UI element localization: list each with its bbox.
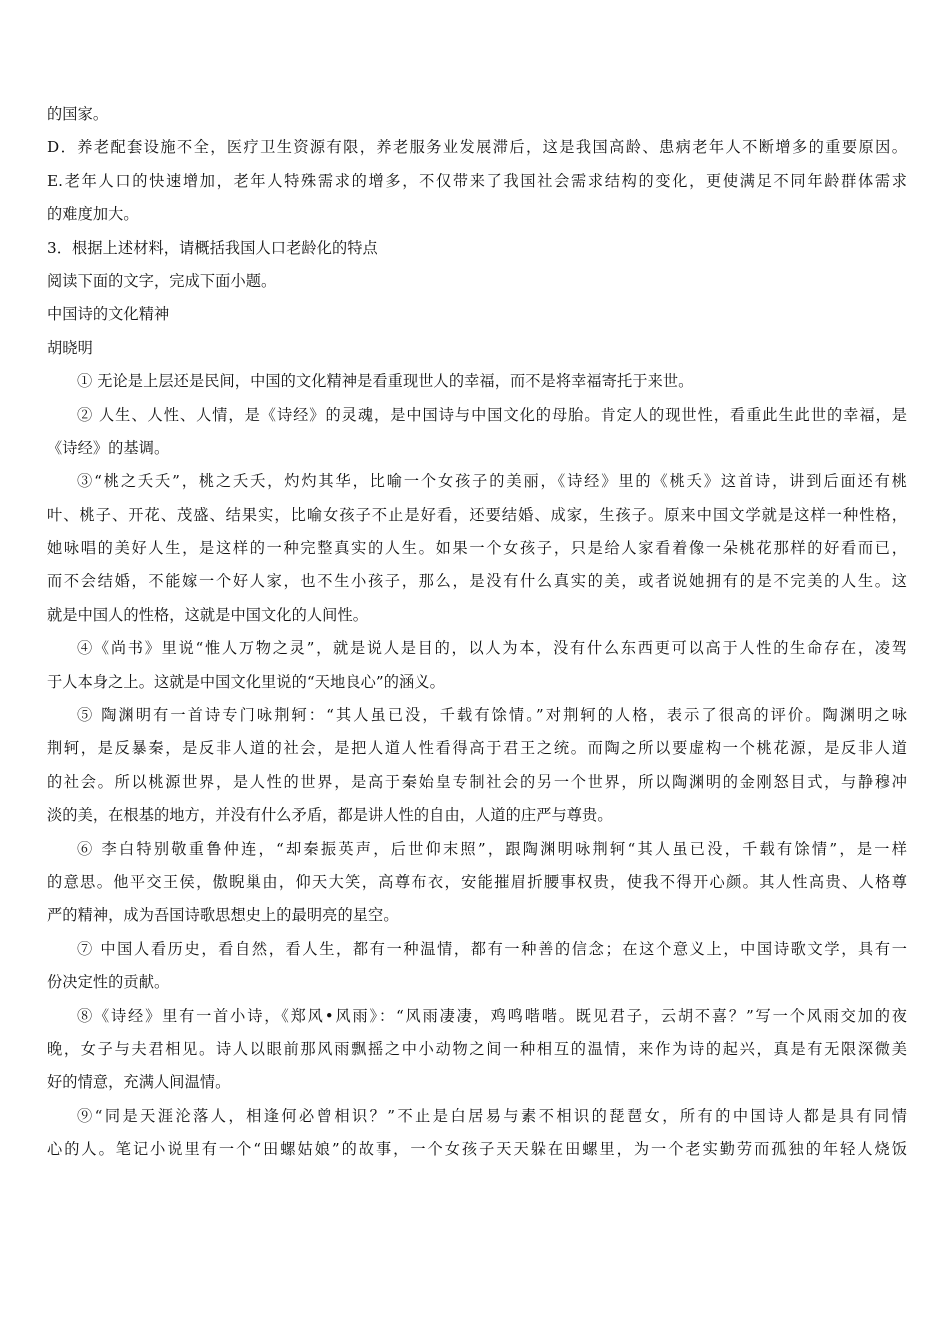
paragraph-3: [47, 465, 907, 632]
paragraph-1: [47, 365, 907, 398]
paragraph-line: ① 无论是上层还是民间，中国的文化精神是看重现世人的幸福，而不是将幸福寄托于来世。: [77, 372, 694, 391]
reading-instruction: 阅读下面的文字，完成下面小题。: [47, 271, 277, 290]
paragraph-line: 心的人。笔记小说里有一个“田螺姑娘”的故事，一个女孩子天天躲在田螺里，为一个老实勤劳而孤独的年轻人烧饭: [47, 1140, 907, 1159]
option-d: D．养老配套设施不全，医疗卫生资源有限，养老服务业发展滞后，这是我国高龄、患病老年人不断增多的重要原因。: [47, 138, 907, 157]
option-c-continuation: 的国家。: [47, 105, 109, 123]
paragraph-5: [47, 699, 907, 833]
paragraph-line: 就是中国人的性格，这就是中国文化的人间性。: [47, 605, 369, 624]
paragraph-9: [47, 1100, 907, 1167]
paragraph-line: ② 人生、人性、人情，是《诗经》的灵魂，是中国诗与中国文化的母胎。肯定人的现世性，看重此生此世的幸福，是: [77, 405, 907, 424]
paragraph-2: [47, 399, 907, 466]
paragraph-4: [47, 632, 907, 699]
paragraph-line: 淡的美，在根基的地方，并没有什么矛盾，都是讲人性的自由，人道的庄严与尊贵。: [47, 806, 613, 825]
document-page: [47, 98, 907, 1167]
paragraph-line: 严的精神，成为吾国诗歌思想史上的最明亮的星空。: [47, 906, 399, 925]
paragraph-6: [47, 833, 907, 933]
paragraph-7: [47, 933, 907, 1000]
paragraph-line: ⑥ 李白特别敬重鲁仲连，“却秦振英声，后世仰末照”，跟陶渊明咏荆轲“其人虽已没，千载有馀情”，是一样: [77, 839, 907, 858]
paragraph-line: ⑦ 中国人看历史，看自然，看人生，都有一种温情，都有一种善的信念；在这个意义上，中国诗歌文学，具有一: [77, 939, 907, 958]
paragraph-8: [47, 1000, 907, 1100]
paragraph-line: 的社会。所以桃源世界，是人性的世界，是高于秦始皇专制社会的另一个世界，所以陶渊明的金刚怒目式，与静穆冲: [47, 772, 907, 791]
paragraph-line: 而不会结婚，不能嫁一个好人家，也不生小孩子，那么，是没有什么真实的美，或者说她拥有的是不完美的人生。这: [47, 572, 907, 591]
paragraph-line: 好的情意，充满人间温情。: [47, 1073, 231, 1092]
paragraph-line: ③“桃之夭夭”，桃之夭夭，灼灼其华，比喻一个女孩子的美丽，《诗经》里的《桃夭》这首诗，讲到后面还有桃: [77, 472, 907, 491]
article-title: 中国诗的文化精神: [47, 305, 170, 324]
paragraph-line: 《诗经》的基调。: [47, 438, 170, 457]
question-3: 3．根据上述材料，请概括我国人口老龄化的特点: [47, 238, 378, 257]
paragraph-line: 她咏唱的美好人生，是这样的一种完整真实的人生。如果一个女孩子，只是给人家看着像一朵桃花那样的好看而已，: [47, 539, 907, 558]
paragraph-line: ⑨“同是天涯沦落人，相逢何必曾相识？”不止是白居易与素不相识的琵琶女，所有的中国诗人都是具有同情: [77, 1106, 907, 1125]
paragraph-line: 晚，女子与夫君相见。诗人以眼前那风雨飘摇之中小动物之间一种相互的温情，来作为诗的起兴，真是有无限深微美: [47, 1039, 907, 1058]
paragraph-line: 的意思。他平交王侯，傲睨巢由，仰天大笑，高尊布衣，安能摧眉折腰事权贵，使我不得开心颜。其人性高贵、人格尊: [47, 872, 907, 891]
paragraph-line: ④《尚书》里说“惟人万物之灵”，就是说人是目的，以人为本，没有什么东西更可以高于人性的生命存在，凌驾: [77, 639, 907, 658]
paragraph-line: ⑧《诗经》里有一首小诗，《郑风•风雨》：“风雨凄凄，鸡鸣喈喈。既见君子，云胡不喜？”写一个风雨交加的夜: [77, 1006, 907, 1025]
option-e-line-1: E.老年人口的快速增加，老年人特殊需求的增多，不仅带来了我国社会需求结构的变化，更使满足不同年龄群体需求: [47, 171, 907, 190]
paragraph-line: 份决定性的贡献。: [47, 973, 170, 992]
paragraph-line: ⑤ 陶渊明有一首诗专门咏荆轲：“其人虽已没，千载有馀情。”对荆轲的人格，表示了很高的评价。陶渊明之咏: [77, 706, 907, 725]
paragraph-line: 叶、桃子、开花、茂盛、结果实，比喻女孩子不止是好看，还要结婚、成家，生孩子。原来中国文学就是这样一种性格，: [47, 505, 907, 524]
article-author: 胡晓明: [47, 338, 93, 357]
paragraph-line: 荆轲，是反暴秦，是反非人道的社会，是把人道人性看得高于君王之统。而陶之所以要虚构一个桃花源，是反非人道: [47, 739, 907, 758]
option-e-line-2: 的难度加大。: [47, 205, 139, 224]
paragraph-line: 于人本身之上。这就是中国文化里说的“天地良心”的涵义。: [47, 672, 445, 691]
